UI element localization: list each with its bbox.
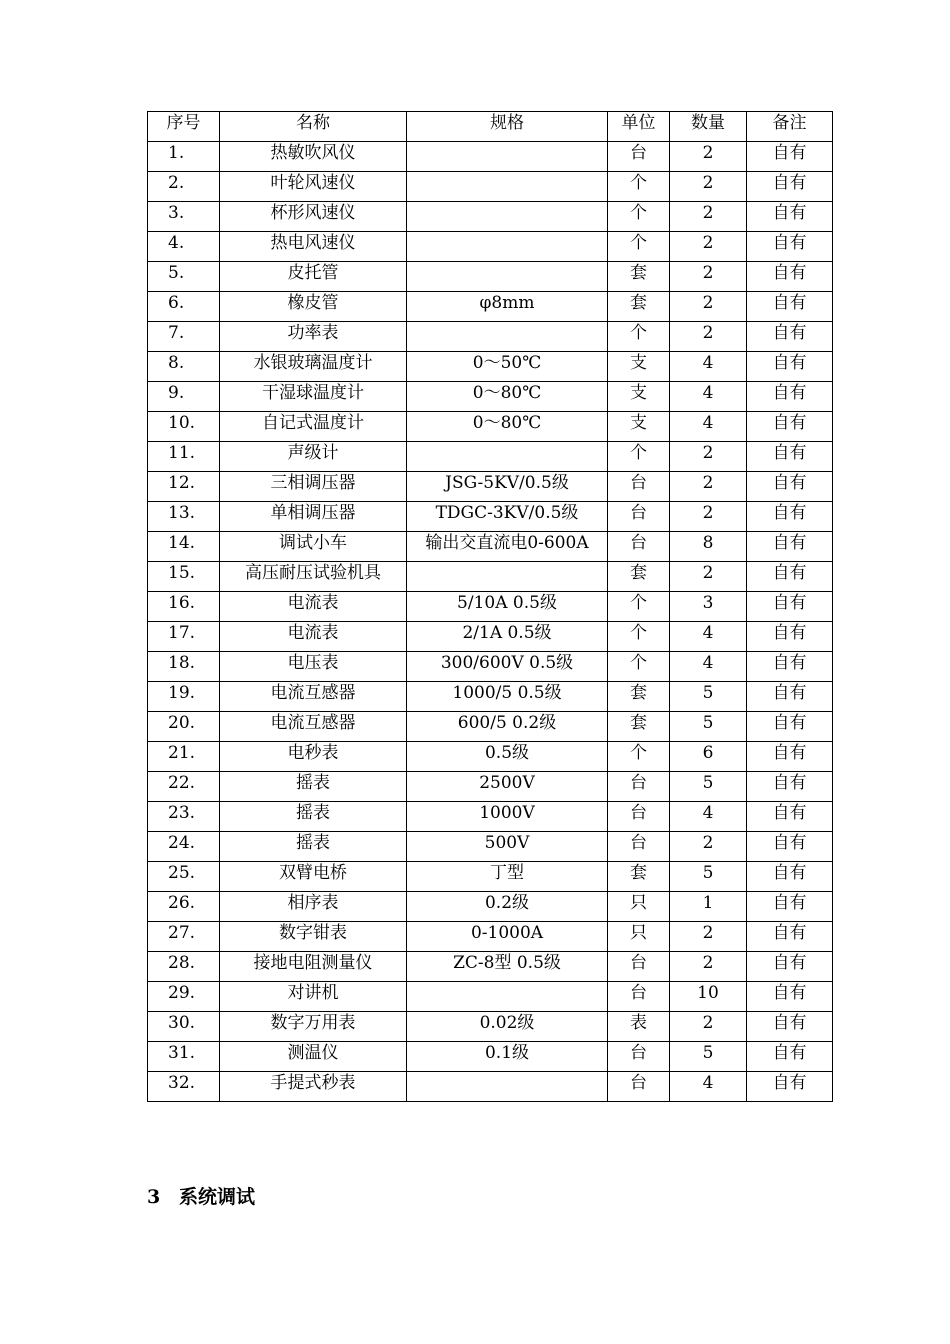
cell-seq: 6. <box>148 292 220 322</box>
cell-spec <box>407 172 608 202</box>
cell-unit: 台 <box>608 802 670 832</box>
cell-unit: 表 <box>608 1012 670 1042</box>
cell-remark: 自有 <box>747 1072 833 1102</box>
cell-name: 热敏吹风仪 <box>220 142 407 172</box>
table-row <box>148 322 833 352</box>
cell-quantity: 3 <box>670 592 747 622</box>
cell-quantity: 2 <box>670 502 747 532</box>
cell-spec <box>407 202 608 232</box>
table-row <box>148 1072 833 1102</box>
cell-remark: 自有 <box>747 622 833 652</box>
cell-name: 皮托管 <box>220 262 407 292</box>
cell-spec: 2500V <box>407 772 608 802</box>
cell-name: 杯形风速仪 <box>220 202 407 232</box>
table-row <box>148 742 833 772</box>
table-row <box>148 682 833 712</box>
table-row <box>148 832 833 862</box>
cell-spec: 1000V <box>407 802 608 832</box>
cell-quantity: 2 <box>670 442 747 472</box>
cell-name: 叶轮风速仪 <box>220 172 407 202</box>
cell-seq: 9. <box>148 382 220 412</box>
cell-quantity: 8 <box>670 532 747 562</box>
cell-remark: 自有 <box>747 832 833 862</box>
section-heading <box>147 1182 255 1209</box>
cell-remark: 自有 <box>747 592 833 622</box>
cell-name: 功率表 <box>220 322 407 352</box>
cell-seq: 13. <box>148 502 220 532</box>
cell-name: 电压表 <box>220 652 407 682</box>
section-number: 3 <box>147 1186 161 1208</box>
table-row <box>148 352 833 382</box>
cell-seq: 21. <box>148 742 220 772</box>
table-row <box>148 232 833 262</box>
cell-remark: 自有 <box>747 562 833 592</box>
table-row <box>148 412 833 442</box>
cell-seq: 31. <box>148 1042 220 1072</box>
cell-quantity: 5 <box>670 772 747 802</box>
table-row <box>148 892 833 922</box>
cell-quantity: 2 <box>670 292 747 322</box>
cell-name: 单相调压器 <box>220 502 407 532</box>
cell-remark: 自有 <box>747 772 833 802</box>
table-row <box>148 952 833 982</box>
cell-unit: 台 <box>608 472 670 502</box>
cell-name: 接地电阻测量仪 <box>220 952 407 982</box>
cell-unit: 台 <box>608 982 670 1012</box>
table-row <box>148 652 833 682</box>
cell-remark: 自有 <box>747 442 833 472</box>
cell-name: 热电风速仪 <box>220 232 407 262</box>
cell-seq: 4. <box>148 232 220 262</box>
cell-remark: 自有 <box>747 322 833 352</box>
cell-seq: 30. <box>148 1012 220 1042</box>
header-quantity: 数量 <box>670 112 747 142</box>
cell-spec: 0.1级 <box>407 1042 608 1072</box>
cell-quantity: 4 <box>670 412 747 442</box>
cell-quantity: 4 <box>670 352 747 382</box>
cell-unit: 个 <box>608 592 670 622</box>
cell-seq: 14. <box>148 532 220 562</box>
cell-remark: 自有 <box>747 142 833 172</box>
header-unit: 单位 <box>608 112 670 142</box>
table-row <box>148 982 833 1012</box>
cell-remark: 自有 <box>747 922 833 952</box>
cell-seq: 11. <box>148 442 220 472</box>
cell-quantity: 2 <box>670 1012 747 1042</box>
cell-spec: φ8mm <box>407 292 608 322</box>
cell-seq: 15. <box>148 562 220 592</box>
cell-name: 摇表 <box>220 832 407 862</box>
table-row <box>148 472 833 502</box>
cell-name: 电流表 <box>220 622 407 652</box>
cell-seq: 2. <box>148 172 220 202</box>
cell-name: 相序表 <box>220 892 407 922</box>
cell-name: 声级计 <box>220 442 407 472</box>
cell-unit: 只 <box>608 922 670 952</box>
cell-spec: 5/10A 0.5级 <box>407 592 608 622</box>
cell-spec: 500V <box>407 832 608 862</box>
cell-remark: 自有 <box>747 412 833 442</box>
table-row <box>148 142 833 172</box>
cell-quantity: 10 <box>670 982 747 1012</box>
cell-spec: JSG-5KV/0.5级 <box>407 472 608 502</box>
cell-unit: 台 <box>608 532 670 562</box>
cell-name: 电流互感器 <box>220 682 407 712</box>
cell-spec: 0.5级 <box>407 742 608 772</box>
table-row <box>148 1042 833 1072</box>
cell-seq: 27. <box>148 922 220 952</box>
cell-seq: 26. <box>148 892 220 922</box>
cell-name: 高压耐压试验机具 <box>220 562 407 592</box>
cell-remark: 自有 <box>747 292 833 322</box>
cell-remark: 自有 <box>747 472 833 502</box>
cell-spec <box>407 232 608 262</box>
cell-quantity: 2 <box>670 232 747 262</box>
cell-remark: 自有 <box>747 352 833 382</box>
cell-quantity: 5 <box>670 712 747 742</box>
cell-unit: 套 <box>608 862 670 892</box>
cell-name: 自记式温度计 <box>220 412 407 442</box>
cell-remark: 自有 <box>747 982 833 1012</box>
cell-unit: 台 <box>608 772 670 802</box>
cell-remark: 自有 <box>747 1042 833 1072</box>
cell-remark: 自有 <box>747 262 833 292</box>
cell-seq: 24. <box>148 832 220 862</box>
cell-seq: 8. <box>148 352 220 382</box>
cell-spec: 0.02级 <box>407 1012 608 1042</box>
cell-name: 摇表 <box>220 802 407 832</box>
table-row <box>148 502 833 532</box>
cell-quantity: 2 <box>670 472 747 502</box>
cell-remark: 自有 <box>747 532 833 562</box>
cell-quantity: 6 <box>670 742 747 772</box>
cell-unit: 个 <box>608 172 670 202</box>
table-row <box>148 862 833 892</box>
cell-quantity: 2 <box>670 262 747 292</box>
cell-quantity: 2 <box>670 202 747 232</box>
cell-name: 手提式秒表 <box>220 1072 407 1102</box>
cell-spec: 0.2级 <box>407 892 608 922</box>
cell-name: 电秒表 <box>220 742 407 772</box>
cell-quantity: 2 <box>670 922 747 952</box>
cell-seq: 25. <box>148 862 220 892</box>
cell-spec: 输出交直流电0-600A <box>407 532 608 562</box>
cell-spec <box>407 1072 608 1102</box>
cell-seq: 17. <box>148 622 220 652</box>
cell-seq: 16. <box>148 592 220 622</box>
cell-unit: 套 <box>608 682 670 712</box>
cell-spec: 600/5 0.2级 <box>407 712 608 742</box>
cell-spec: 2/1A 0.5级 <box>407 622 608 652</box>
cell-spec: 1000/5 0.5级 <box>407 682 608 712</box>
table-row <box>148 1012 833 1042</box>
cell-seq: 22. <box>148 772 220 802</box>
cell-quantity: 5 <box>670 862 747 892</box>
cell-spec: 0-1000A <box>407 922 608 952</box>
table-row <box>148 712 833 742</box>
cell-unit: 个 <box>608 322 670 352</box>
cell-quantity: 4 <box>670 652 747 682</box>
cell-remark: 自有 <box>747 232 833 262</box>
cell-name: 双臂电桥 <box>220 862 407 892</box>
cell-spec: 300/600V 0.5级 <box>407 652 608 682</box>
cell-quantity: 4 <box>670 1072 747 1102</box>
cell-unit: 台 <box>608 502 670 532</box>
cell-spec: 0～80℃ <box>407 412 608 442</box>
cell-quantity: 4 <box>670 802 747 832</box>
table-row <box>148 562 833 592</box>
cell-seq: 18. <box>148 652 220 682</box>
table-row <box>148 772 833 802</box>
table-row <box>148 592 833 622</box>
cell-name: 摇表 <box>220 772 407 802</box>
cell-remark: 自有 <box>747 172 833 202</box>
header-remark: 备注 <box>747 112 833 142</box>
cell-spec <box>407 262 608 292</box>
cell-spec <box>407 442 608 472</box>
cell-spec <box>407 142 608 172</box>
cell-name: 橡皮管 <box>220 292 407 322</box>
cell-spec: TDGC-3KV/0.5级 <box>407 502 608 532</box>
cell-remark: 自有 <box>747 652 833 682</box>
cell-unit: 个 <box>608 742 670 772</box>
cell-remark: 自有 <box>747 862 833 892</box>
table-row <box>148 802 833 832</box>
cell-unit: 台 <box>608 1072 670 1102</box>
cell-name: 电流互感器 <box>220 712 407 742</box>
cell-seq: 3. <box>148 202 220 232</box>
cell-unit: 台 <box>608 142 670 172</box>
cell-remark: 自有 <box>747 382 833 412</box>
cell-seq: 20. <box>148 712 220 742</box>
cell-seq: 7. <box>148 322 220 352</box>
cell-name: 三相调压器 <box>220 472 407 502</box>
cell-spec: ZC-8型 0.5级 <box>407 952 608 982</box>
header-seq: 序号 <box>148 112 220 142</box>
cell-spec: 0～80℃ <box>407 382 608 412</box>
cell-quantity: 2 <box>670 832 747 862</box>
cell-unit: 套 <box>608 712 670 742</box>
cell-remark: 自有 <box>747 742 833 772</box>
cell-seq: 12. <box>148 472 220 502</box>
table-header-row <box>148 112 833 142</box>
cell-spec <box>407 562 608 592</box>
cell-name: 数字钳表 <box>220 922 407 952</box>
cell-spec: 丁型 <box>407 862 608 892</box>
cell-unit: 个 <box>608 202 670 232</box>
cell-name: 干湿球温度计 <box>220 382 407 412</box>
table-row <box>148 532 833 562</box>
cell-unit: 个 <box>608 652 670 682</box>
table-row <box>148 382 833 412</box>
cell-seq: 23. <box>148 802 220 832</box>
cell-unit: 台 <box>608 1042 670 1072</box>
cell-unit: 套 <box>608 262 670 292</box>
cell-seq: 32. <box>148 1072 220 1102</box>
cell-unit: 支 <box>608 382 670 412</box>
header-name: 名称 <box>220 112 407 142</box>
table-row <box>148 442 833 472</box>
cell-seq: 10. <box>148 412 220 442</box>
cell-unit: 只 <box>608 892 670 922</box>
cell-unit: 套 <box>608 292 670 322</box>
cell-name: 测温仪 <box>220 1042 407 1072</box>
cell-unit: 支 <box>608 352 670 382</box>
section-title: 系统调试 <box>179 1186 256 1208</box>
cell-spec: 0～50℃ <box>407 352 608 382</box>
cell-unit: 个 <box>608 442 670 472</box>
table-row <box>148 292 833 322</box>
cell-quantity: 2 <box>670 322 747 352</box>
cell-seq: 29. <box>148 982 220 1012</box>
cell-seq: 28. <box>148 952 220 982</box>
cell-quantity: 4 <box>670 622 747 652</box>
cell-remark: 自有 <box>747 712 833 742</box>
cell-remark: 自有 <box>747 502 833 532</box>
table-row <box>148 262 833 292</box>
cell-remark: 自有 <box>747 202 833 232</box>
cell-name: 电流表 <box>220 592 407 622</box>
cell-remark: 自有 <box>747 682 833 712</box>
table-body <box>148 142 833 1102</box>
cell-seq: 5. <box>148 262 220 292</box>
cell-seq: 1. <box>148 142 220 172</box>
table-row <box>148 922 833 952</box>
cell-name: 数字万用表 <box>220 1012 407 1042</box>
cell-unit: 台 <box>608 952 670 982</box>
cell-quantity: 5 <box>670 1042 747 1072</box>
cell-spec <box>407 322 608 352</box>
cell-name: 对讲机 <box>220 982 407 1012</box>
cell-quantity: 2 <box>670 142 747 172</box>
cell-quantity: 5 <box>670 682 747 712</box>
table-row <box>148 172 833 202</box>
cell-quantity: 2 <box>670 172 747 202</box>
cell-remark: 自有 <box>747 1012 833 1042</box>
cell-quantity: 1 <box>670 892 747 922</box>
cell-unit: 套 <box>608 562 670 592</box>
cell-name: 水银玻璃温度计 <box>220 352 407 382</box>
cell-quantity: 4 <box>670 382 747 412</box>
cell-unit: 个 <box>608 232 670 262</box>
cell-unit: 支 <box>608 412 670 442</box>
cell-remark: 自有 <box>747 802 833 832</box>
header-spec: 规格 <box>407 112 608 142</box>
table-row <box>148 622 833 652</box>
table-row <box>148 202 833 232</box>
cell-unit: 个 <box>608 622 670 652</box>
cell-remark: 自有 <box>747 952 833 982</box>
cell-quantity: 2 <box>670 952 747 982</box>
cell-name: 调试小车 <box>220 532 407 562</box>
cell-unit: 台 <box>608 832 670 862</box>
cell-seq: 19. <box>148 682 220 712</box>
cell-spec <box>407 982 608 1012</box>
cell-quantity: 2 <box>670 562 747 592</box>
cell-remark: 自有 <box>747 892 833 922</box>
equipment-table <box>147 111 833 1102</box>
